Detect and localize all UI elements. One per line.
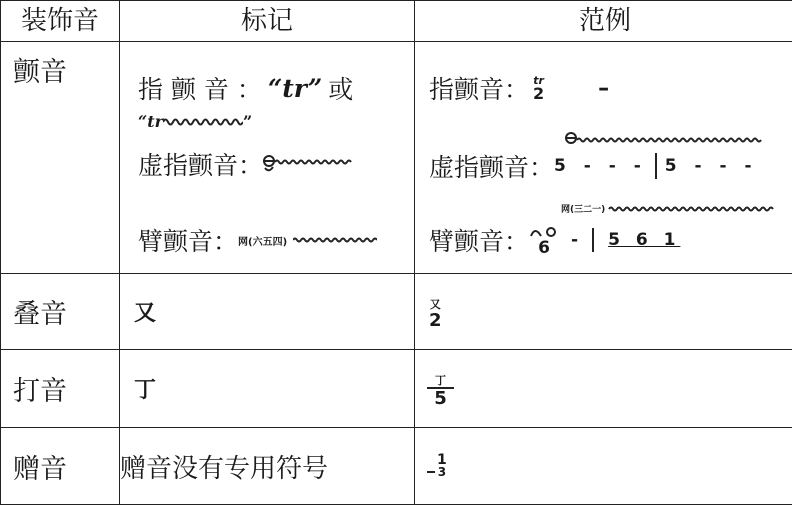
grace-note-top: 1 (437, 454, 447, 467)
header-mark: 标记 (120, 1, 415, 42)
grace-mark-text: 赠音没有专用符号 (120, 428, 415, 505)
wavy-line-icon (605, 204, 775, 214)
arm-tremolo-example: 臂颤音： 6 - 5 6 1 (429, 222, 680, 258)
header-example: 范例 (415, 1, 792, 42)
table-row-strike (1, 350, 792, 428)
header-row (1, 1, 792, 42)
finger-tremolo-example: 指颤音： tr 2 – (429, 70, 609, 106)
wavy-line-icon (163, 117, 243, 127)
stack-example-note: 2 (429, 311, 442, 331)
virtual-tremolo-symbol-icon (263, 153, 353, 175)
finger-tremolo-mark-alt: “tr ” (138, 112, 252, 131)
arm-fingering-example: 网(三二一) (561, 202, 775, 215)
example-cell-strike (415, 350, 792, 428)
grace-note-bottom: 3 (438, 467, 446, 478)
barline (592, 228, 594, 252)
example-cell-grace (415, 428, 792, 505)
wavy-line-icon (293, 235, 377, 245)
barline (655, 153, 657, 179)
stack-example-glyph: 又 (430, 299, 441, 311)
strike-mark-glyph: 丁 (120, 378, 156, 403)
row-name-strike: 打音 (1, 350, 120, 428)
example-cell-tremolo (415, 42, 792, 274)
virtual-tremolo-example: 虚指颤音： 5 - - - 5 - - - (429, 148, 758, 184)
grace-dash (427, 471, 435, 473)
row-name-grace: 赠音 (1, 428, 120, 505)
virtual-tremolo-mark: 虚指颤音： (138, 146, 353, 182)
mark-cell-strike (120, 350, 415, 428)
example-cell-stack (415, 274, 792, 350)
mark-cell-stack (120, 274, 415, 350)
strike-example-note: 5 (434, 389, 447, 409)
mark-cell-tremolo (120, 42, 415, 274)
table-row-tremolo (1, 42, 792, 274)
row-name-stack: 叠音 (1, 274, 120, 350)
table-row-grace (1, 428, 792, 505)
virtual-tremolo-symbol-icon (563, 130, 763, 148)
row-name-tremolo: 颤音 (1, 42, 120, 274)
table-row-stack (1, 274, 792, 350)
strike-example-glyph: 丁 (427, 375, 454, 389)
stack-mark-glyph: 又 (120, 301, 156, 326)
finger-tremolo-mark: 指 颤 音 ： “tr” 或 (138, 70, 353, 106)
arm-tremolo-mark: 臂颤音： 网(六五四) (138, 222, 377, 258)
header-ornament: 装饰音 (1, 1, 120, 42)
